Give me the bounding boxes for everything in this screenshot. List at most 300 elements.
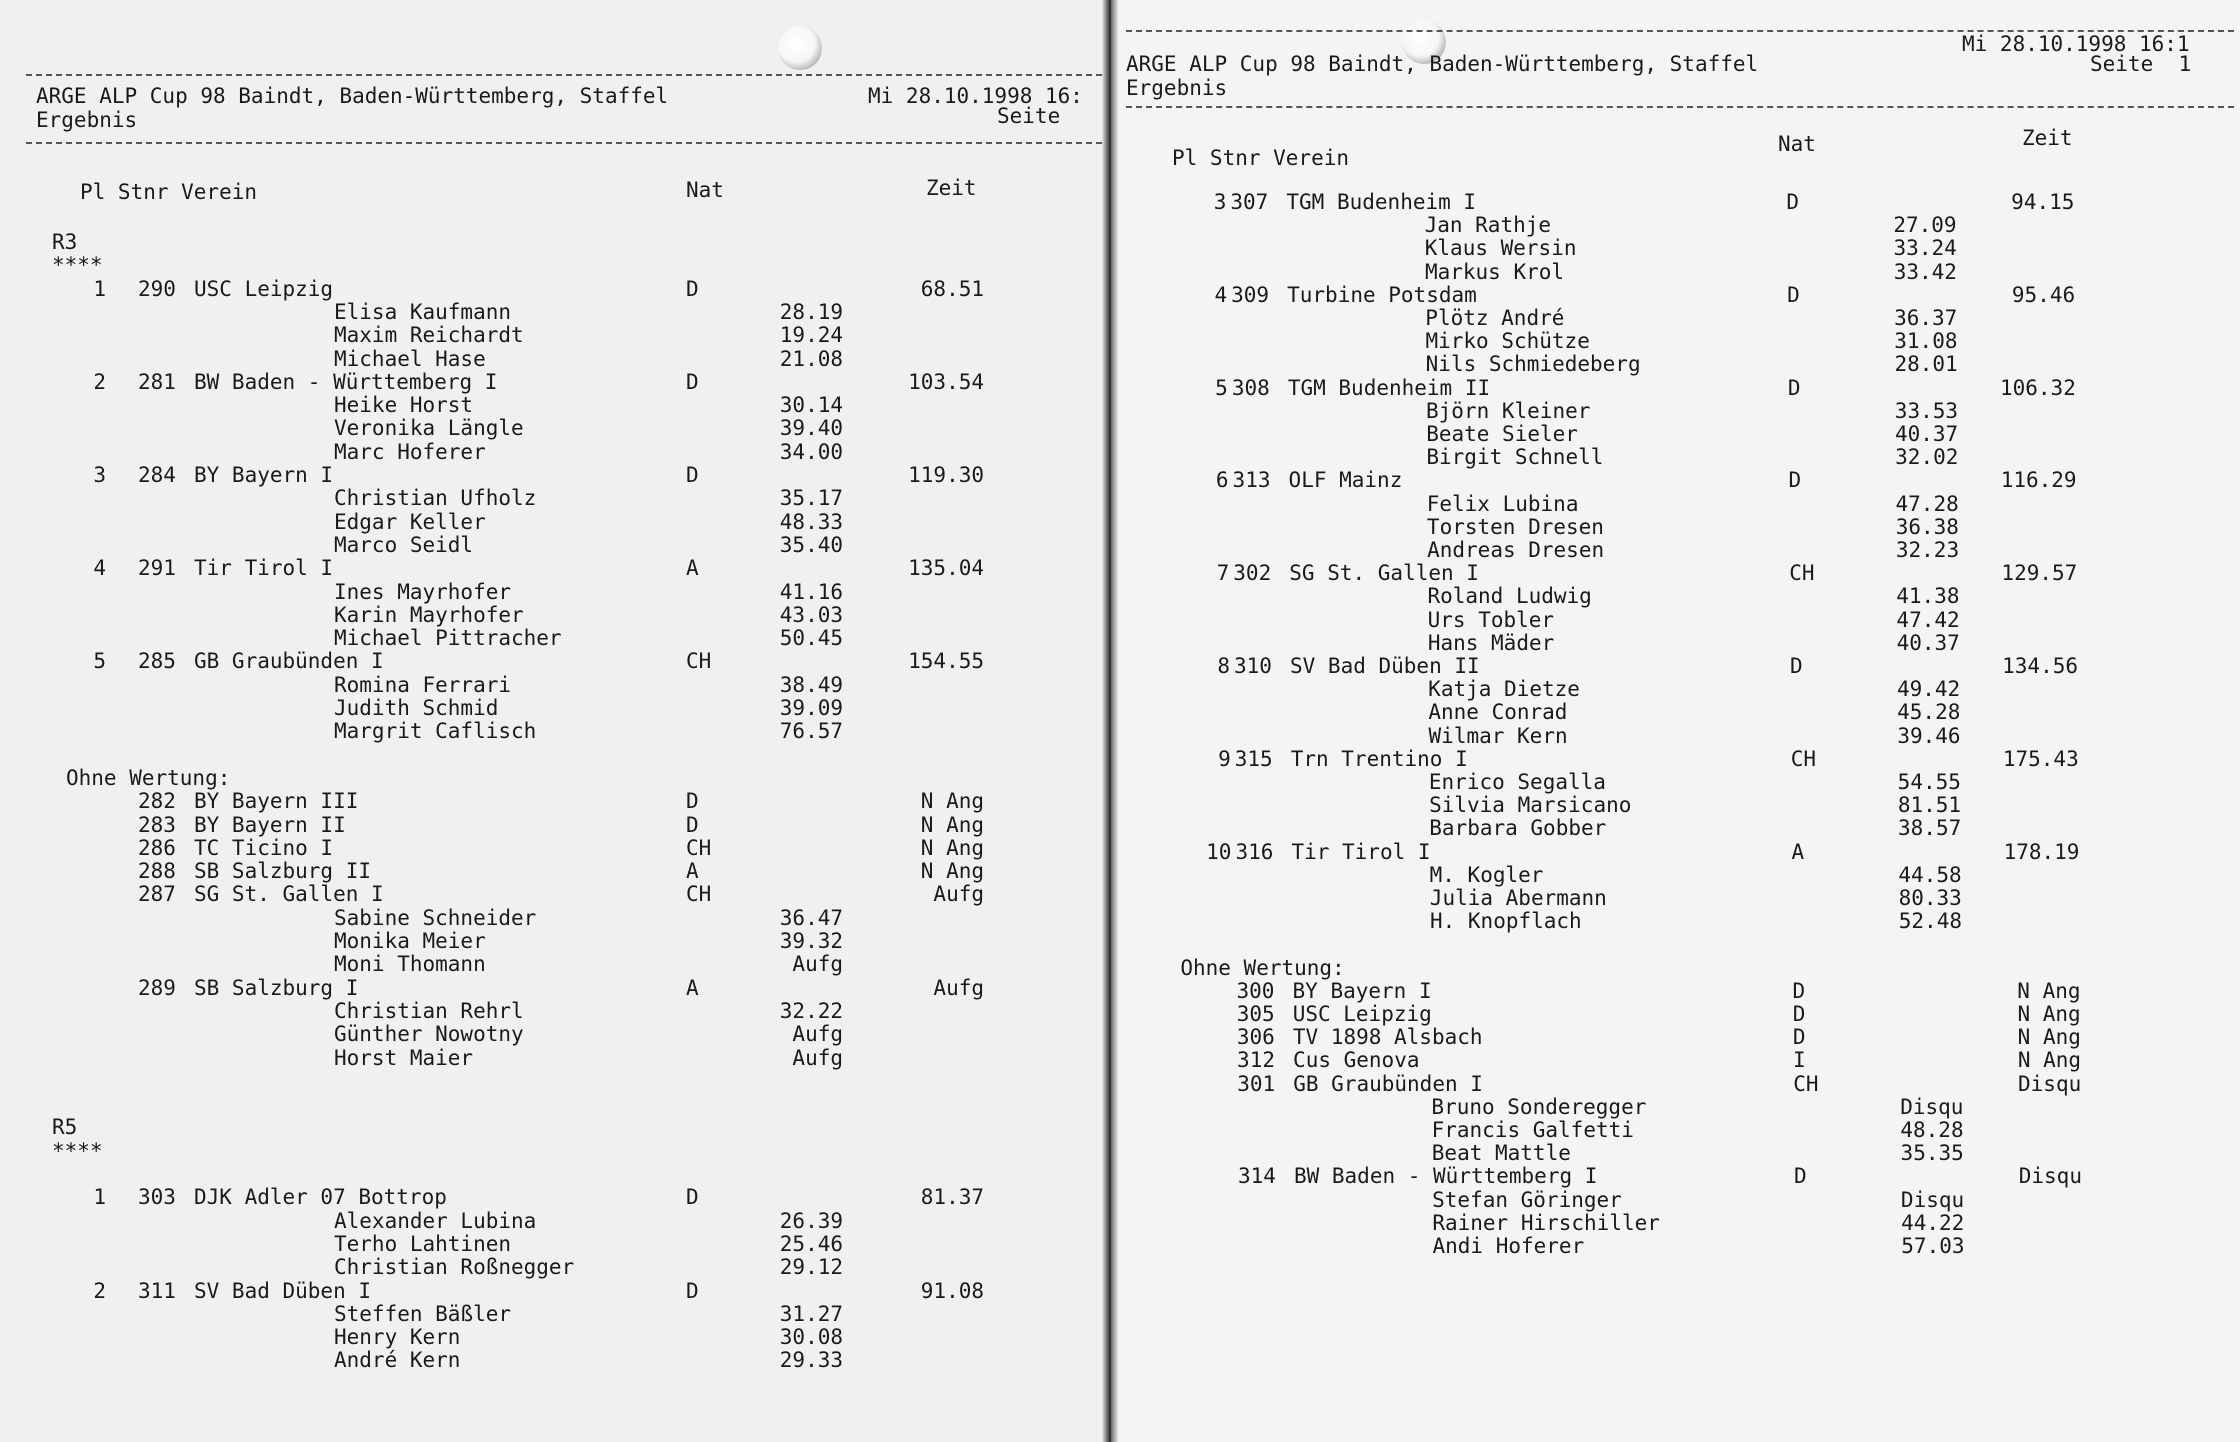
column-header-nat: Nat xyxy=(1778,132,1816,156)
split-time: 30.08 xyxy=(779,1325,843,1350)
start-number: 310 xyxy=(1234,654,1272,678)
nation-code: CH xyxy=(1793,1071,1819,1096)
split-time: 36.38 xyxy=(1895,514,1959,539)
athlete-name: Ines Mayrhofer xyxy=(334,579,512,604)
ohne-wertung-text: Ohne Wertung: xyxy=(1180,955,1345,980)
team-row xyxy=(1115,1002,2240,1026)
placement: 7 xyxy=(1216,561,1230,586)
club-name: SG St. Gallen I xyxy=(194,882,384,907)
team-time: 81.37 xyxy=(920,1185,984,1210)
split-time: 34.00 xyxy=(779,439,843,464)
nation-code: D xyxy=(686,812,699,837)
team-time: Aufg xyxy=(933,975,984,1000)
split-time: 35.17 xyxy=(779,486,843,511)
split-time: 39.46 xyxy=(1897,723,1961,748)
split-time: 29.12 xyxy=(779,1255,843,1280)
member-row xyxy=(0,533,1108,557)
split-time: 80.33 xyxy=(1898,886,1962,910)
nation-code: A xyxy=(686,556,699,581)
start-number: 305 xyxy=(1236,1002,1275,1026)
start-number: 281 xyxy=(138,369,176,394)
header-rule-top xyxy=(26,74,1102,76)
placement: 6 xyxy=(1215,468,1229,493)
member-row xyxy=(1115,1095,2240,1119)
team-row xyxy=(1112,283,2237,307)
athlete-name: Sabine Schneider xyxy=(334,905,537,930)
member-row xyxy=(0,1232,1108,1256)
split-time: 43.03 xyxy=(779,602,843,627)
split-time: Disqu xyxy=(1900,1187,1965,1212)
round-label xyxy=(0,230,1108,254)
member-row xyxy=(1113,816,2240,840)
member-row xyxy=(1116,1118,2240,1142)
athlete-name: Felix Lubina xyxy=(1426,491,1579,516)
athlete-name: Alexander Lubina xyxy=(334,1208,537,1233)
round-label-text: R5 xyxy=(52,1115,78,1140)
member-row xyxy=(1116,1141,2240,1165)
report-date: Mi 28.10.1998 16:1 xyxy=(1962,32,2190,56)
column-header-zeit: Zeit xyxy=(926,176,977,200)
member-row xyxy=(0,300,1108,324)
member-row xyxy=(0,486,1108,510)
club-name: Tir Tirol I xyxy=(194,556,334,581)
split-time: 47.28 xyxy=(1895,491,1959,516)
split-time: 48.33 xyxy=(779,509,843,534)
nation-code: D xyxy=(1787,282,1800,307)
ohne-wertung-text: Ohne Wertung: xyxy=(66,765,231,790)
split-time: 28.19 xyxy=(779,299,843,324)
nation-code: D xyxy=(1792,1025,1806,1050)
member-row xyxy=(1112,608,2240,632)
club-name: Trn Trentino I xyxy=(1290,746,1468,771)
split-time: 21.08 xyxy=(779,346,843,371)
team-row xyxy=(0,370,1108,394)
team-time: 119.30 xyxy=(908,463,984,487)
start-number: 313 xyxy=(1232,468,1271,493)
nation-code: D xyxy=(686,1185,699,1210)
member-row xyxy=(0,719,1108,743)
placement: 5 xyxy=(1215,375,1228,400)
team-time: 135.04 xyxy=(908,556,984,581)
athlete-name: Wilmar Kern xyxy=(1428,723,1568,748)
member-row xyxy=(1112,399,2238,423)
member-row xyxy=(1112,492,2239,516)
split-time: 40.37 xyxy=(1894,422,1959,446)
member-row xyxy=(0,673,1108,697)
placement: 3 xyxy=(1213,190,1227,214)
split-time: 35.40 xyxy=(779,532,843,557)
split-time: 36.37 xyxy=(1894,306,1958,330)
split-time: 44.58 xyxy=(1898,862,1962,887)
club-name: TV 1898 Alsbach xyxy=(1292,1025,1483,1050)
team-row xyxy=(0,976,1108,1000)
athlete-name: Enrico Segalla xyxy=(1428,770,1606,794)
page-label: Seite xyxy=(997,104,1061,128)
split-time: 39.40 xyxy=(779,416,843,441)
athlete-name: Julia Abermann xyxy=(1429,886,1607,910)
nation-code: D xyxy=(1787,375,1801,400)
athlete-name: Urs Tobler xyxy=(1427,607,1555,632)
team-row xyxy=(1112,654,2240,678)
member-row xyxy=(1112,260,2237,284)
club-name: Cus Genova xyxy=(1293,1048,1420,1073)
start-number: 316 xyxy=(1235,839,1274,864)
member-row xyxy=(1114,863,2240,887)
athlete-name: Klaus Wersin xyxy=(1424,236,1577,261)
member-row xyxy=(0,696,1108,720)
athlete-name: Marco Seidl xyxy=(334,532,474,557)
member-row xyxy=(1113,724,2240,748)
start-number: 315 xyxy=(1234,746,1273,771)
athlete-name: Beate Sieler xyxy=(1426,422,1578,446)
split-time: 81.51 xyxy=(1897,793,1962,818)
split-time: 49.42 xyxy=(1896,677,1961,702)
club-name: GB Graubünden I xyxy=(1293,1071,1483,1096)
member-row xyxy=(0,416,1108,440)
left-page xyxy=(0,0,1108,1442)
team-row xyxy=(0,649,1108,673)
athlete-name: M. Kogler xyxy=(1429,862,1544,887)
club-name: TGM Budenheim I xyxy=(1286,190,1477,214)
member-row xyxy=(1116,1211,2240,1235)
club-name: TGM Budenheim II xyxy=(1287,375,1491,400)
member-row xyxy=(1112,538,2239,562)
team-row xyxy=(0,836,1108,860)
split-time: 38.49 xyxy=(779,672,843,697)
member-row xyxy=(1112,700,2240,724)
ohne-wertung-heading xyxy=(0,766,1108,790)
nation-code: D xyxy=(686,369,699,394)
split-time: 44.22 xyxy=(1901,1210,1965,1235)
athlete-name: Marc Hoferer xyxy=(334,439,486,464)
page-label: Seite 1 xyxy=(2090,52,2192,76)
split-time: 32.23 xyxy=(1895,538,1960,562)
split-time: 32.22 xyxy=(779,998,843,1023)
athlete-name: Anne Conrad xyxy=(1428,700,1568,725)
member-row xyxy=(0,952,1108,976)
athlete-name: Günther Nowotny xyxy=(334,1022,524,1047)
split-time: Aufg xyxy=(792,952,843,977)
start-number: 311 xyxy=(138,1278,176,1303)
split-time: 39.09 xyxy=(779,696,843,720)
split-time: 52.48 xyxy=(1898,909,1962,934)
split-time: 25.46 xyxy=(779,1231,843,1256)
member-row xyxy=(1112,213,2237,237)
start-number: 285 xyxy=(138,649,176,674)
team-time: N Ang xyxy=(2017,1002,2081,1026)
team-row xyxy=(0,882,1108,906)
athlete-name: Rainer Hirschiller xyxy=(1432,1210,1660,1235)
athlete-name: Björn Kleiner xyxy=(1426,398,1591,423)
placement: 5 xyxy=(93,649,106,674)
split-time: 45.28 xyxy=(1897,700,1961,725)
start-number: 306 xyxy=(1236,1025,1275,1050)
athlete-name: Markus Krol xyxy=(1424,259,1565,284)
placement: 2 xyxy=(93,1278,106,1303)
athlete-name: Edgar Keller xyxy=(334,509,486,534)
athlete-name: Veronika Längle xyxy=(334,416,524,441)
member-row xyxy=(1114,886,2240,910)
athlete-name: Nils Schmiedeberg xyxy=(1425,352,1641,377)
placement: 4 xyxy=(1214,282,1228,307)
athlete-name: Margrit Caflisch xyxy=(334,719,537,744)
ohne-wertung-heading xyxy=(1114,956,2240,980)
column-header-nat: Nat xyxy=(686,178,724,202)
split-time: 33.53 xyxy=(1894,398,1959,423)
athlete-name: Beat Mattle xyxy=(1431,1141,1571,1166)
team-time: N Ang xyxy=(920,859,984,884)
club-name: OLF Mainz xyxy=(1288,468,1403,493)
team-time: 68.51 xyxy=(920,276,984,301)
team-row xyxy=(1112,561,2239,585)
team-time: N Ang xyxy=(2017,978,2081,1003)
column-header-pl-stnr-verein: Pl Stnr Verein xyxy=(1172,146,1350,170)
athlete-name: Moni Thomann xyxy=(334,952,486,977)
team-row xyxy=(1115,1072,2240,1096)
team-row xyxy=(0,1279,1108,1303)
athlete-name: Henry Kern xyxy=(334,1325,461,1350)
nation-code: CH xyxy=(686,649,712,674)
athlete-name: Maxim Reichardt xyxy=(334,323,524,348)
team-row xyxy=(1116,1164,2240,1188)
split-time: 28.01 xyxy=(1894,352,1958,377)
athlete-name: Roland Ludwig xyxy=(1427,584,1592,609)
member-row xyxy=(1112,352,2238,376)
team-time: 94.15 xyxy=(2011,190,2075,214)
start-number: 288 xyxy=(138,859,176,884)
nation-code: A xyxy=(686,859,699,884)
round-label xyxy=(0,1115,1108,1139)
club-name: USC Leipzig xyxy=(1292,1002,1432,1026)
athlete-name: Steffen Bäßler xyxy=(334,1301,512,1326)
team-row xyxy=(1115,979,2240,1003)
club-name: SV Bad Düben I xyxy=(194,1278,372,1303)
nation-code: D xyxy=(686,276,699,301)
split-time: 33.42 xyxy=(1893,259,1957,284)
athlete-name: Jan Rathje xyxy=(1424,213,1552,238)
athlete-name: Judith Schmid xyxy=(334,696,499,720)
athlete-name: Elisa Kaufmann xyxy=(334,299,512,324)
split-time: Aufg xyxy=(792,1022,843,1047)
team-time: 95.46 xyxy=(2011,282,2076,307)
athlete-name: Mirko Schütze xyxy=(1425,329,1590,354)
team-row xyxy=(0,1185,1108,1209)
team-time: 116.29 xyxy=(2000,468,2077,493)
athlete-name: Bruno Sonderegger xyxy=(1431,1094,1647,1119)
split-time: 50.45 xyxy=(779,626,843,651)
athlete-name: Terho Lahtinen xyxy=(334,1231,512,1256)
member-row xyxy=(0,626,1108,650)
club-name: SV Bad Düben II xyxy=(1290,654,1480,678)
club-name: BY Bayern I xyxy=(194,463,334,487)
start-number: 302 xyxy=(1233,561,1272,586)
team-time: N Ang xyxy=(920,812,984,837)
team-row xyxy=(1112,468,2239,492)
nation-code: D xyxy=(1788,468,1802,493)
member-row xyxy=(0,580,1108,604)
team-row xyxy=(1115,1025,2240,1049)
member-row xyxy=(0,999,1108,1023)
split-time: 41.16 xyxy=(779,579,843,604)
athlete-name: Heike Horst xyxy=(334,393,474,418)
team-row xyxy=(0,556,1108,580)
member-row xyxy=(0,906,1108,930)
team-row xyxy=(0,463,1108,487)
member-row xyxy=(0,1255,1108,1279)
athlete-name: Francis Galfetti xyxy=(1431,1118,1634,1142)
split-time: 76.57 xyxy=(779,719,843,744)
member-row xyxy=(1114,909,2240,933)
book-spine xyxy=(1102,0,1118,1442)
club-name: SB Salzburg II xyxy=(194,859,372,884)
column-header-zeit: Zeit xyxy=(2022,126,2073,150)
athlete-name: Hans Mäder xyxy=(1427,630,1555,655)
report-title: ARGE ALP Cup 98 Baindt, Baden-Württemberg, Staffel xyxy=(36,84,669,108)
round-label-text: R3 xyxy=(52,230,78,254)
member-row xyxy=(1112,236,2237,260)
placement: 4 xyxy=(93,556,106,581)
start-number: 309 xyxy=(1231,282,1270,307)
nation-code: D xyxy=(686,1278,699,1303)
nation-code: D xyxy=(1790,654,1803,678)
club-name: TC Ticino I xyxy=(194,835,334,860)
start-number: 312 xyxy=(1237,1048,1275,1073)
club-name: BY Bayern I xyxy=(1292,978,1432,1003)
team-time: N Ang xyxy=(2017,1048,2082,1073)
team-time: N Ang xyxy=(2017,1025,2081,1050)
club-name: BW Baden - Württemberg I xyxy=(194,369,498,394)
athlete-name: Birgit Schnell xyxy=(1426,445,1604,470)
member-row xyxy=(1112,515,2239,539)
team-time: 106.32 xyxy=(1999,375,2076,400)
start-number: 301 xyxy=(1237,1071,1276,1096)
member-row xyxy=(1116,1188,2240,1212)
start-number: 290 xyxy=(138,276,176,301)
round-label-text: **** xyxy=(52,1138,103,1163)
split-time: 31.27 xyxy=(779,1301,843,1326)
right-page xyxy=(1112,0,2240,1442)
team-row xyxy=(0,789,1108,813)
start-number: 291 xyxy=(138,556,176,581)
header-rule-bottom xyxy=(26,142,1102,144)
member-row xyxy=(1112,631,2240,655)
member-row xyxy=(0,929,1108,953)
start-number: 308 xyxy=(1231,375,1270,400)
team-row xyxy=(1113,747,2240,771)
placement: 9 xyxy=(1218,746,1231,771)
split-time: 27.09 xyxy=(1893,213,1957,238)
club-name: GB Graubünden I xyxy=(194,649,384,674)
split-time: 54.55 xyxy=(1897,770,1961,794)
team-time: Disqu xyxy=(2018,1164,2082,1189)
athlete-name: Torsten Dresen xyxy=(1426,514,1604,539)
start-number: 282 xyxy=(138,789,176,814)
member-row xyxy=(0,1209,1108,1233)
start-number: 284 xyxy=(138,463,176,487)
placement: 2 xyxy=(93,369,106,394)
round-label-text: **** xyxy=(52,253,103,278)
athlete-name: André Kern xyxy=(334,1348,461,1373)
athlete-name: Michael Pittracher xyxy=(334,626,562,651)
member-row xyxy=(1112,677,2240,701)
club-name: Tir Tirol I xyxy=(1291,839,1431,864)
athlete-name: Romina Ferrari xyxy=(334,672,512,697)
nation-code: CH xyxy=(686,835,712,860)
split-time: 47.42 xyxy=(1896,607,1960,632)
split-time: 33.24 xyxy=(1893,236,1957,261)
team-row xyxy=(1115,1048,2240,1072)
club-name: SG St. Gallen I xyxy=(1289,561,1479,586)
nation-code: D xyxy=(686,463,699,487)
nation-code: A xyxy=(686,975,699,1000)
nation-code: D xyxy=(1793,1164,1807,1189)
athlete-name: Stefan Göringer xyxy=(1432,1187,1622,1212)
start-number: 287 xyxy=(138,882,176,907)
athlete-name: Katja Dietze xyxy=(1428,677,1580,702)
punch-hole-icon xyxy=(778,26,822,70)
member-row xyxy=(0,323,1108,347)
split-time: 26.39 xyxy=(779,1208,843,1233)
team-time: 175.43 xyxy=(2002,746,2079,771)
nation-code: CH xyxy=(1789,561,1815,586)
member-row xyxy=(0,1302,1108,1326)
team-row xyxy=(0,813,1108,837)
team-time: N Ang xyxy=(920,835,984,860)
club-name: USC Leipzig xyxy=(194,276,334,301)
team-row xyxy=(1112,376,2238,400)
placement: 1 xyxy=(93,276,106,301)
report-date: Mi 28.10.1998 16: xyxy=(868,84,1083,108)
split-time: 30.14 xyxy=(779,393,843,418)
team-time: 129.57 xyxy=(2001,561,2078,586)
team-row xyxy=(1113,840,2240,864)
nation-code: CH xyxy=(1790,746,1817,771)
athlete-name: Monika Meier xyxy=(334,929,486,953)
athlete-name: Karin Mayrhofer xyxy=(334,602,524,627)
nation-code: D xyxy=(686,789,699,814)
team-time: Aufg xyxy=(933,882,984,907)
member-row xyxy=(1112,306,2237,330)
team-time: 154.55 xyxy=(908,649,984,674)
split-time: 41.38 xyxy=(1896,584,1960,609)
club-name: SB Salzburg I xyxy=(194,975,359,1000)
athlete-name: Andi Hoferer xyxy=(1432,1234,1585,1258)
split-time: 36.47 xyxy=(779,905,843,930)
split-time: Disqu xyxy=(1900,1094,1964,1119)
split-time: 57.03 xyxy=(1901,1234,1965,1258)
nation-code: D xyxy=(1786,190,1800,214)
split-time: 19.24 xyxy=(779,323,843,348)
member-row xyxy=(0,1022,1108,1046)
athlete-name: Michael Hase xyxy=(334,346,486,371)
athlete-name: Barbara Gobber xyxy=(1429,816,1607,841)
member-row xyxy=(1112,584,2239,608)
member-row xyxy=(0,603,1108,627)
athlete-name: Christian Rehrl xyxy=(334,998,524,1023)
athlete-name: Plötz André xyxy=(1425,306,1565,330)
team-time: Disqu xyxy=(2018,1071,2082,1096)
start-number: 307 xyxy=(1230,190,1269,214)
athlete-name: Silvia Marsicano xyxy=(1429,793,1632,818)
team-row xyxy=(0,859,1108,883)
nation-code: I xyxy=(1793,1048,1806,1073)
team-row xyxy=(0,277,1108,301)
split-time: 38.57 xyxy=(1898,816,1962,841)
athlete-name: Andreas Dresen xyxy=(1427,538,1605,562)
nation-code: D xyxy=(1792,1002,1806,1026)
team-time: 178.19 xyxy=(2003,839,2080,864)
athlete-name: H. Knopflach xyxy=(1429,909,1582,934)
